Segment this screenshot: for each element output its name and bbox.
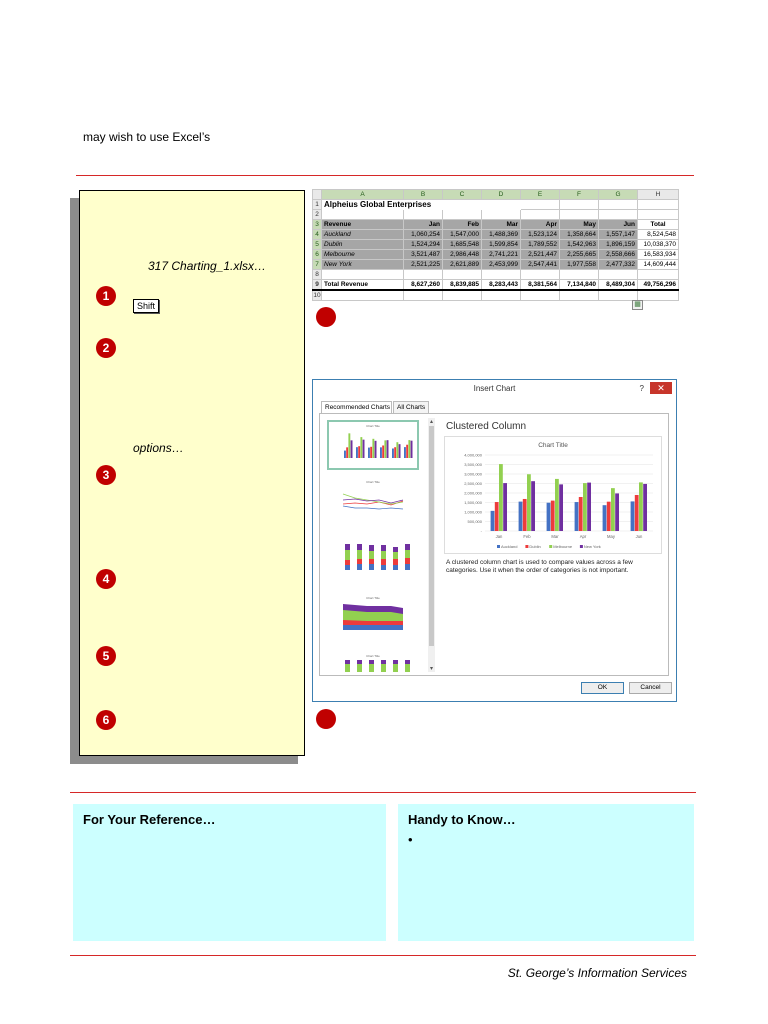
chart-description: A clustered column chart is used to compare values across a few categories. Use it when the order of categories is not important.: [446, 559, 633, 574]
chart-preview: [444, 436, 662, 554]
step-3-badge: 3: [96, 465, 116, 485]
thumb-bar: [411, 441, 413, 458]
chart-bar: [611, 488, 615, 531]
value-cell[interactable]: 2,741,221: [482, 250, 521, 260]
dialog-titlebar[interactable]: [313, 380, 676, 397]
total-cell[interactable]: 8,489,304: [599, 280, 638, 291]
total-cell[interactable]: 14,609,444: [638, 260, 679, 270]
handy-to-know-box: [398, 804, 694, 941]
value-cell[interactable]: 2,558,666: [599, 250, 638, 260]
col-header[interactable]: C: [443, 190, 482, 200]
thumb-line[interactable]: [327, 478, 419, 528]
col-header[interactable]: B: [404, 190, 443, 200]
value-cell[interactable]: 3,521,487: [404, 250, 443, 260]
value-cell[interactable]: 1,977,558: [560, 260, 599, 270]
chart-bar: [523, 499, 527, 531]
thumb-stacked-column-100[interactable]: [327, 652, 419, 672]
header-cell[interactable]: Revenue: [322, 220, 404, 230]
header-cell[interactable]: Feb: [443, 220, 482, 230]
chart-bar: [583, 483, 587, 531]
chart-thumbnail-list: [324, 418, 428, 672]
value-cell[interactable]: 2,986,448: [443, 250, 482, 260]
value-cell[interactable]: 2,255,665: [560, 250, 599, 260]
y-tick-label: -: [480, 528, 482, 534]
bullet-icon: •: [408, 832, 413, 847]
legend-label: Auckland: [501, 544, 518, 549]
tab-all-charts[interactable]: All Charts: [393, 401, 429, 413]
shift-key-icon: Shift: [133, 299, 159, 313]
value-cell[interactable]: 1,557,147: [599, 230, 638, 240]
value-cell[interactable]: 1,789,552: [521, 240, 560, 250]
col-header[interactable]: D: [482, 190, 521, 200]
chart-bar: [607, 502, 611, 531]
y-tick-label: 2,500,000: [464, 481, 482, 486]
scroll-down-icon[interactable]: ▾: [429, 666, 433, 672]
insert-chart-dialog: [312, 379, 677, 702]
col-header[interactable]: G: [599, 190, 638, 200]
value-cell[interactable]: 2,477,332: [599, 260, 638, 270]
intro-text: may wish to use Excel’s: [83, 130, 211, 144]
top-divider: [76, 175, 694, 176]
row-number[interactable]: 2: [313, 210, 322, 220]
spreadsheet: [312, 189, 678, 301]
chart-title: Chart Title: [538, 442, 568, 449]
chart-bar: [503, 483, 507, 531]
y-tick-label: 500,000: [467, 519, 482, 524]
thumb-bar: [392, 448, 394, 458]
callout-dot: [316, 709, 336, 729]
total-cell[interactable]: 16,583,934: [638, 250, 679, 260]
chart-bar: [519, 502, 523, 531]
sheet-title[interactable]: Alpheius Global Enterprises: [324, 200, 432, 209]
dialog-title: Insert Chart: [473, 384, 516, 393]
row-number[interactable]: 7: [313, 260, 322, 270]
thumb-bar: [396, 442, 398, 458]
chart-bar: [531, 481, 535, 531]
footer-text: St. George’s Information Services: [507, 966, 687, 980]
row-number[interactable]: 3: [313, 220, 322, 230]
y-tick-label: 2,000,000: [464, 490, 482, 496]
chart-bar: [551, 501, 555, 531]
city-cell[interactable]: Dublin: [322, 240, 404, 250]
col-header[interactable]: F: [560, 190, 599, 200]
total-cell[interactable]: 8,381,564: [521, 280, 560, 291]
clustered-column-chart: [445, 437, 661, 553]
step-6-badge: 6: [96, 710, 116, 730]
value-cell[interactable]: 1,523,124: [521, 230, 560, 240]
thumb-line-icon: [327, 478, 419, 528]
handy-heading: Handy to Know…: [408, 812, 516, 827]
total-cell[interactable]: 7,134,840: [560, 280, 599, 291]
quick-analysis-icon[interactable]: ▦: [632, 300, 643, 310]
chart-bar: [635, 495, 639, 531]
options-text: options…: [133, 441, 184, 455]
chart-bar: [527, 474, 531, 531]
thumb-title: Chart Title: [366, 424, 380, 428]
step-4-badge: 4: [96, 569, 116, 589]
col-header[interactable]: H: [638, 190, 679, 200]
preview-heading: Clustered Column: [446, 421, 527, 432]
chart-bar: [603, 505, 607, 531]
thumb-bar: [356, 447, 358, 458]
thumb-bar: [351, 440, 353, 458]
thumb-title: Chart Title: [366, 654, 380, 658]
x-tick-label: May: [607, 534, 615, 539]
value-cell[interactable]: 1,685,548: [443, 240, 482, 250]
legend-label: Melbourne: [553, 544, 573, 549]
chart-bar: [547, 503, 551, 531]
thumb-bar: [375, 441, 377, 458]
legend-swatch: [497, 545, 500, 548]
legend-swatch: [580, 545, 583, 548]
thumb-bar: [363, 440, 365, 458]
chart-bar: [615, 493, 619, 531]
corner-cell[interactable]: [313, 190, 322, 200]
thumb-bar: [404, 447, 406, 458]
total-cell[interactable]: 8,839,885: [443, 280, 482, 291]
x-tick-label: Jan: [495, 534, 503, 539]
thumb-bar: [346, 447, 348, 458]
chart-bar: [631, 501, 635, 531]
thumb-bar: [360, 437, 362, 458]
total-cell[interactable]: 10,038,370: [638, 240, 679, 250]
row-number[interactable]: 8: [313, 270, 322, 280]
value-cell[interactable]: 2,621,889: [443, 260, 482, 270]
chart-bar: [555, 479, 559, 531]
x-tick-label: Apr: [579, 534, 587, 539]
bottom-divider: [70, 955, 696, 956]
legend-label: New York: [583, 544, 601, 549]
header-cell[interactable]: Total: [638, 220, 679, 230]
thumb-title: Chart Title: [366, 480, 380, 484]
x-tick-label: Jun: [635, 534, 643, 539]
thumb-stacked-column[interactable]: [327, 536, 419, 586]
thumb-clustered-column[interactable]: [327, 420, 419, 470]
y-tick-label: 3,500,000: [464, 462, 482, 467]
reference-heading: For Your Reference…: [83, 812, 216, 827]
thumb-bar: [370, 447, 372, 458]
help-icon[interactable]: ?: [639, 384, 644, 393]
legend-swatch: [549, 545, 552, 548]
chart-bar: [495, 502, 499, 531]
step-2-badge: 2: [96, 338, 116, 358]
tab-recommended-charts[interactable]: Recommended Charts: [321, 401, 392, 413]
total-cell[interactable]: 8,627,260: [404, 280, 443, 291]
thumb-clustered-column-icon: [329, 422, 417, 468]
chart-bar: [499, 464, 503, 531]
thumb-bar: [408, 440, 410, 458]
thumb-stacked-column-icon: [327, 536, 419, 586]
value-cell[interactable]: 1,599,854: [482, 240, 521, 250]
chart-bar: [587, 483, 591, 531]
col-header[interactable]: E: [521, 190, 560, 200]
step-1-badge: 1: [96, 286, 116, 306]
y-tick-label: 1,500,000: [464, 500, 482, 505]
header-cell[interactable]: Apr: [521, 220, 560, 230]
total-cell[interactable]: 8,524,548: [638, 230, 679, 240]
thumb-bar: [380, 447, 382, 458]
x-tick-label: Feb: [523, 534, 531, 539]
thumb-bar: [372, 439, 374, 458]
thumb-bar: [394, 447, 396, 458]
header-cell[interactable]: Jan: [404, 220, 443, 230]
total-label[interactable]: Total Revenue: [322, 280, 404, 291]
chart-bar: [491, 511, 495, 531]
ok-button[interactable]: OK: [581, 682, 624, 694]
city-cell[interactable]: Melbourne: [322, 250, 404, 260]
total-cell[interactable]: 8,283,443: [482, 280, 521, 291]
x-tick-label: Mar: [551, 534, 559, 539]
value-cell[interactable]: 1,488,369: [482, 230, 521, 240]
chart-bar: [639, 482, 643, 531]
step-5-badge: 5: [96, 646, 116, 666]
scroll-up-icon[interactable]: ▴: [429, 419, 433, 425]
value-cell[interactable]: 1,060,254: [404, 230, 443, 240]
close-icon[interactable]: ✕: [650, 382, 672, 394]
thumb-stacked-area[interactable]: [327, 594, 419, 644]
scrollbar-thumb[interactable]: [429, 426, 434, 646]
thumb-bar: [384, 440, 386, 458]
for-your-reference-box: [73, 804, 386, 941]
thumb-bar: [399, 444, 401, 458]
thumb-title: Chart Title: [366, 596, 380, 600]
row-number[interactable]: 4: [313, 230, 322, 240]
header-cell[interactable]: Mar: [482, 220, 521, 230]
thumb-bar: [406, 445, 408, 458]
header-cell[interactable]: Jun: [599, 220, 638, 230]
col-header[interactable]: A: [322, 190, 404, 200]
value-cell[interactable]: 2,521,447: [521, 250, 560, 260]
header-cell[interactable]: May: [560, 220, 599, 230]
chart-bar: [579, 497, 583, 531]
value-cell[interactable]: 1,547,000: [443, 230, 482, 240]
value-cell[interactable]: 1,542,963: [560, 240, 599, 250]
city-cell[interactable]: New York: [322, 260, 404, 270]
thumb-stacked-column-100-icon: [327, 652, 419, 672]
city-cell[interactable]: Auckland: [322, 230, 404, 240]
thumbnail-scrollbar[interactable]: [428, 418, 435, 672]
thumb-bar: [387, 440, 389, 458]
dialog-body: [319, 413, 669, 676]
chart-bar: [575, 502, 579, 531]
middle-divider: [70, 792, 696, 793]
row-number[interactable]: 1: [313, 200, 322, 210]
value-cell[interactable]: 2,453,999: [482, 260, 521, 270]
value-cell[interactable]: 1,896,159: [599, 240, 638, 250]
value-cell[interactable]: 2,521,225: [404, 260, 443, 270]
y-tick-label: 1,000,000: [464, 509, 482, 515]
thumb-bar: [344, 451, 346, 458]
chart-bar: [643, 484, 647, 531]
value-cell[interactable]: 2,547,441: [521, 260, 560, 270]
row-number[interactable]: 10: [313, 292, 321, 299]
thumb-bar: [382, 445, 384, 458]
callout-dot: [316, 307, 336, 327]
thumb-bar: [348, 433, 350, 458]
cancel-button[interactable]: Cancel: [629, 682, 672, 694]
y-tick-label: 4,000,000: [464, 452, 482, 458]
row-number[interactable]: 6: [313, 250, 322, 260]
y-tick-label: 3,000,000: [464, 471, 482, 477]
thumb-bar: [358, 446, 360, 458]
legend-swatch: [525, 545, 528, 548]
row-number[interactable]: 5: [313, 240, 322, 250]
file-name-text: 317 Charting_1.xlsx…: [148, 259, 267, 273]
grand-total-cell[interactable]: 49,756,296: [638, 280, 679, 291]
value-cell[interactable]: 1,524,294: [404, 240, 443, 250]
legend-label: Dublin: [529, 544, 541, 549]
thumb-bar: [368, 448, 370, 458]
row-number[interactable]: 9: [313, 280, 322, 291]
value-cell[interactable]: 1,358,664: [560, 230, 599, 240]
chart-bar: [559, 484, 563, 531]
thumb-stacked-area-icon: [327, 594, 419, 644]
